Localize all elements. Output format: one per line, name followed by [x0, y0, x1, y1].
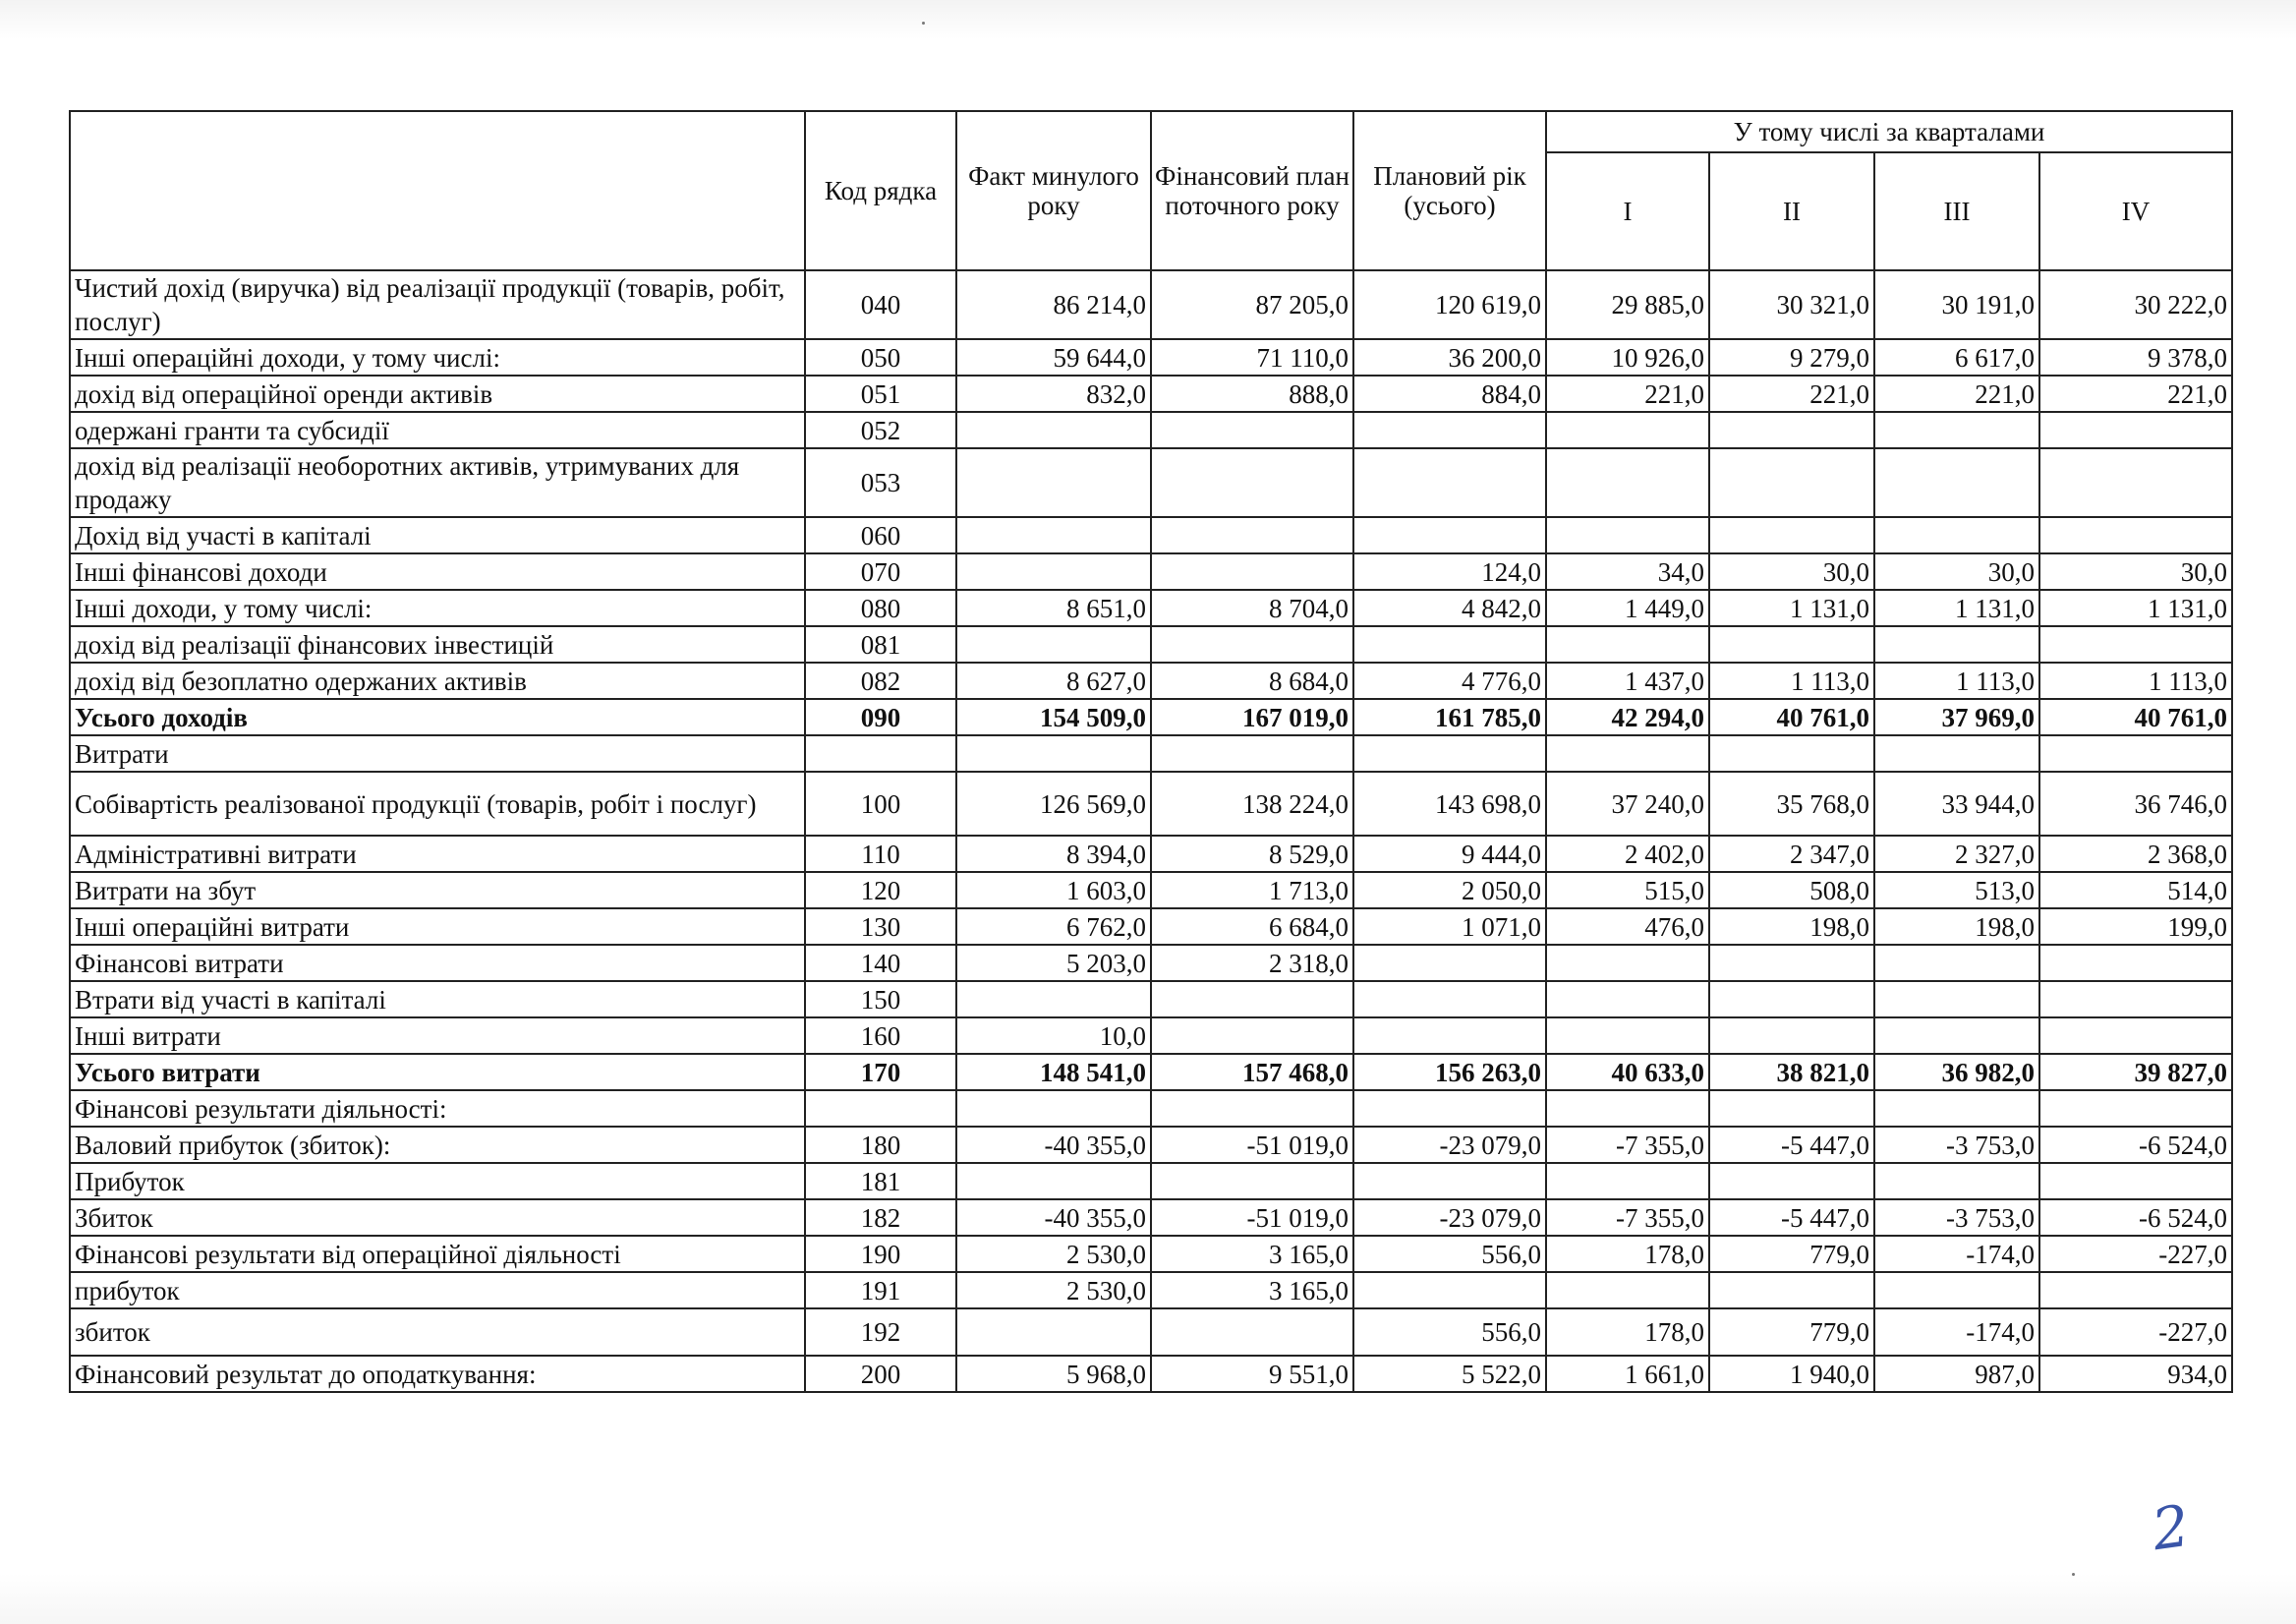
- row-name-cell: Збиток: [70, 1199, 805, 1236]
- value-cell-q2: [1709, 448, 1874, 517]
- value-cell-year: 4 776,0: [1353, 663, 1546, 699]
- value-cell-year: [1353, 517, 1546, 553]
- value-cell-plan: 87 205,0: [1151, 270, 1353, 339]
- header-quarter-1: I: [1546, 152, 1709, 270]
- value-cell-plan: 888,0: [1151, 376, 1353, 412]
- financial-plan-table: [69, 110, 2233, 1393]
- value-cell-q4: 1 113,0: [2039, 663, 2232, 699]
- header-code: Код рядка: [805, 111, 956, 270]
- value-cell-q1: [1546, 1090, 1709, 1127]
- value-cell-q1: 29 885,0: [1546, 270, 1709, 339]
- row-name-cell: Інші фінансові доходи: [70, 553, 805, 590]
- value-cell-q4: 30 222,0: [2039, 270, 2232, 339]
- value-cell-q2: 38 821,0: [1709, 1054, 1874, 1090]
- row-name-cell: Дохід від участі в капіталі: [70, 517, 805, 553]
- value-cell-q1: 1 661,0: [1546, 1356, 1709, 1392]
- header-item-name: [70, 111, 805, 270]
- value-cell-q2: 198,0: [1709, 908, 1874, 945]
- table-row: [70, 270, 2232, 339]
- value-cell-q4: [2039, 1272, 2232, 1308]
- row-name-cell: Інші доходи, у тому числі:: [70, 590, 805, 626]
- value-cell-year: 161 785,0: [1353, 699, 1546, 735]
- value-cell-year: 120 619,0: [1353, 270, 1546, 339]
- table-row: [70, 1090, 2232, 1127]
- value-cell-q2: 779,0: [1709, 1236, 1874, 1272]
- value-cell-q2: [1709, 1272, 1874, 1308]
- value-cell-year: -23 079,0: [1353, 1127, 1546, 1163]
- value-cell-q4: -6 524,0: [2039, 1127, 2232, 1163]
- value-cell-fact: 154 509,0: [956, 699, 1151, 735]
- value-cell-fact: 1 603,0: [956, 872, 1151, 908]
- value-cell-q3: -3 753,0: [1874, 1127, 2039, 1163]
- value-cell-q3: 987,0: [1874, 1356, 2039, 1392]
- value-cell-q1: -7 355,0: [1546, 1199, 1709, 1236]
- value-cell-q3: [1874, 1017, 2039, 1054]
- table-body: [70, 270, 2232, 1392]
- value-cell-q3: -174,0: [1874, 1236, 2039, 1272]
- value-cell-plan: -51 019,0: [1151, 1127, 1353, 1163]
- row-name-cell: Фінансові результати діяльності:: [70, 1090, 805, 1127]
- value-cell-q2: 779,0: [1709, 1308, 1874, 1356]
- value-cell-plan: 1 713,0: [1151, 872, 1353, 908]
- value-cell-q3: [1874, 1163, 2039, 1199]
- value-cell-q3: [1874, 945, 2039, 981]
- row-code-cell: 192: [805, 1308, 956, 1356]
- value-cell-fact: 126 569,0: [956, 772, 1151, 836]
- table-row: [70, 836, 2232, 872]
- value-cell-q4: 9 378,0: [2039, 339, 2232, 376]
- value-cell-q1: 515,0: [1546, 872, 1709, 908]
- row-name-cell: Фінансові результати від операційної діяльності: [70, 1236, 805, 1272]
- value-cell-q2: [1709, 981, 1874, 1017]
- value-cell-q3: 6 617,0: [1874, 339, 2039, 376]
- row-code-cell: 190: [805, 1236, 956, 1272]
- value-cell-q4: [2039, 1163, 2232, 1199]
- value-cell-q2: 30,0: [1709, 553, 1874, 590]
- row-name-cell: Інші операційні доходи, у тому числі:: [70, 339, 805, 376]
- scan-speck: [922, 22, 925, 25]
- value-cell-year: [1353, 626, 1546, 663]
- table-row: [70, 663, 2232, 699]
- value-cell-q2: [1709, 517, 1874, 553]
- table-row: [70, 626, 2232, 663]
- row-code-cell: 180: [805, 1127, 956, 1163]
- value-cell-plan: [1151, 1308, 1353, 1356]
- value-cell-q3: 37 969,0: [1874, 699, 2039, 735]
- row-name-cell: одержані гранти та субсидії: [70, 412, 805, 448]
- value-cell-fact: [956, 626, 1151, 663]
- row-name-cell: Собівартість реалізованої продукції (товарів, робіт і послуг): [70, 772, 805, 836]
- table-row: [70, 448, 2232, 517]
- value-cell-q1: 2 402,0: [1546, 836, 1709, 872]
- value-cell-q1: [1546, 945, 1709, 981]
- table-row: [70, 699, 2232, 735]
- value-cell-q3: [1874, 1090, 2039, 1127]
- value-cell-q3: [1874, 735, 2039, 772]
- value-cell-q1: 37 240,0: [1546, 772, 1709, 836]
- value-cell-q3: 33 944,0: [1874, 772, 2039, 836]
- row-code-cell: 070: [805, 553, 956, 590]
- value-cell-q1: 40 633,0: [1546, 1054, 1709, 1090]
- value-cell-plan: [1151, 735, 1353, 772]
- value-cell-year: 143 698,0: [1353, 772, 1546, 836]
- value-cell-q4: [2039, 981, 2232, 1017]
- value-cell-year: 36 200,0: [1353, 339, 1546, 376]
- table-row: [70, 1199, 2232, 1236]
- value-cell-q1: [1546, 626, 1709, 663]
- row-code-cell: 150: [805, 981, 956, 1017]
- value-cell-year: 124,0: [1353, 553, 1546, 590]
- value-cell-q1: [1546, 1163, 1709, 1199]
- row-name-cell: Інші витрати: [70, 1017, 805, 1054]
- value-cell-q3: -174,0: [1874, 1308, 2039, 1356]
- value-cell-q4: [2039, 945, 2232, 981]
- value-cell-q2: [1709, 1163, 1874, 1199]
- value-cell-plan: 157 468,0: [1151, 1054, 1353, 1090]
- table-row: [70, 872, 2232, 908]
- value-cell-q4: [2039, 448, 2232, 517]
- value-cell-fact: 8 394,0: [956, 836, 1151, 872]
- value-cell-q4: -227,0: [2039, 1308, 2232, 1356]
- value-cell-plan: 2 318,0: [1151, 945, 1353, 981]
- value-cell-q2: [1709, 626, 1874, 663]
- header-planned-year: Плановий рік (усього): [1353, 111, 1546, 270]
- row-code-cell: 120: [805, 872, 956, 908]
- row-code-cell: 140: [805, 945, 956, 981]
- value-cell-q3: 513,0: [1874, 872, 2039, 908]
- value-cell-year: [1353, 448, 1546, 517]
- row-code-cell: 050: [805, 339, 956, 376]
- value-cell-fact: [956, 981, 1151, 1017]
- table-row: [70, 590, 2232, 626]
- value-cell-plan: 71 110,0: [1151, 339, 1353, 376]
- value-cell-fact: 5 968,0: [956, 1356, 1151, 1392]
- value-cell-year: 556,0: [1353, 1236, 1546, 1272]
- value-cell-fact: 5 203,0: [956, 945, 1151, 981]
- value-cell-year: 9 444,0: [1353, 836, 1546, 872]
- table-row: [70, 1163, 2232, 1199]
- row-name-cell: прибуток: [70, 1272, 805, 1308]
- row-code-cell: 053: [805, 448, 956, 517]
- value-cell-q3: 198,0: [1874, 908, 2039, 945]
- row-name-cell: дохід від реалізації фінансових інвестицій: [70, 626, 805, 663]
- value-cell-q4: 2 368,0: [2039, 836, 2232, 872]
- value-cell-plan: [1151, 517, 1353, 553]
- value-cell-q2: 221,0: [1709, 376, 1874, 412]
- value-cell-q1: 1 449,0: [1546, 590, 1709, 626]
- value-cell-plan: 138 224,0: [1151, 772, 1353, 836]
- row-name-cell: дохід від реалізації необоротних активів, утримуваних для продажу: [70, 448, 805, 517]
- value-cell-q1: [1546, 412, 1709, 448]
- row-code-cell: 081: [805, 626, 956, 663]
- header-quarter-4: IV: [2039, 152, 2232, 270]
- value-cell-fact: 2 530,0: [956, 1236, 1151, 1272]
- row-code-cell: 090: [805, 699, 956, 735]
- value-cell-q3: [1874, 517, 2039, 553]
- value-cell-plan: [1151, 553, 1353, 590]
- value-cell-fact: -40 355,0: [956, 1199, 1151, 1236]
- value-cell-fact: [956, 1308, 1151, 1356]
- table-row: [70, 1308, 2232, 1356]
- row-code-cell: 160: [805, 1017, 956, 1054]
- value-cell-fact: [956, 1090, 1151, 1127]
- table-row: [70, 1127, 2232, 1163]
- value-cell-q2: [1709, 735, 1874, 772]
- table-row: [70, 1272, 2232, 1308]
- value-cell-plan: -51 019,0: [1151, 1199, 1353, 1236]
- value-cell-q3: 2 327,0: [1874, 836, 2039, 872]
- value-cell-q4: [2039, 412, 2232, 448]
- value-cell-q3: [1874, 412, 2039, 448]
- value-cell-year: [1353, 1090, 1546, 1127]
- table-row: [70, 412, 2232, 448]
- value-cell-fact: 2 530,0: [956, 1272, 1151, 1308]
- table-row: [70, 1054, 2232, 1090]
- header-quarter-2: II: [1709, 152, 1874, 270]
- value-cell-year: [1353, 1272, 1546, 1308]
- value-cell-q2: 1 940,0: [1709, 1356, 1874, 1392]
- value-cell-plan: 8 704,0: [1151, 590, 1353, 626]
- value-cell-q3: 1 113,0: [1874, 663, 2039, 699]
- value-cell-fact: [956, 517, 1151, 553]
- value-cell-q1: 42 294,0: [1546, 699, 1709, 735]
- value-cell-fact: 8 651,0: [956, 590, 1151, 626]
- value-cell-year: [1353, 1163, 1546, 1199]
- value-cell-q2: [1709, 1017, 1874, 1054]
- value-cell-q1: 34,0: [1546, 553, 1709, 590]
- table-row: [70, 517, 2232, 553]
- value-cell-year: 5 522,0: [1353, 1356, 1546, 1392]
- header-quarters-group: У тому числі за кварталами: [1546, 111, 2232, 152]
- row-code-cell: 130: [805, 908, 956, 945]
- value-cell-q4: 199,0: [2039, 908, 2232, 945]
- row-code-cell: 200: [805, 1356, 956, 1392]
- row-code-cell: 191: [805, 1272, 956, 1308]
- row-code-cell: 110: [805, 836, 956, 872]
- value-cell-year: [1353, 945, 1546, 981]
- value-cell-fact: [956, 553, 1151, 590]
- value-cell-q2: 30 321,0: [1709, 270, 1874, 339]
- value-cell-plan: 8 529,0: [1151, 836, 1353, 872]
- value-cell-q3: [1874, 626, 2039, 663]
- value-cell-plan: 8 684,0: [1151, 663, 1353, 699]
- row-code-cell: 040: [805, 270, 956, 339]
- value-cell-q2: [1709, 945, 1874, 981]
- value-cell-q2: 35 768,0: [1709, 772, 1874, 836]
- row-name-cell: Витрати на збут: [70, 872, 805, 908]
- value-cell-q1: [1546, 448, 1709, 517]
- value-cell-q1: 178,0: [1546, 1236, 1709, 1272]
- value-cell-q2: [1709, 412, 1874, 448]
- value-cell-plan: 6 684,0: [1151, 908, 1353, 945]
- value-cell-q4: 934,0: [2039, 1356, 2232, 1392]
- scan-speck: [2072, 1573, 2075, 1576]
- value-cell-q2: -5 447,0: [1709, 1199, 1874, 1236]
- row-name-cell: Валовий прибуток (збиток):: [70, 1127, 805, 1163]
- value-cell-q1: -7 355,0: [1546, 1127, 1709, 1163]
- value-cell-plan: [1151, 412, 1353, 448]
- value-cell-year: -23 079,0: [1353, 1199, 1546, 1236]
- table-row: [70, 1017, 2232, 1054]
- value-cell-year: [1353, 1017, 1546, 1054]
- row-name-cell: Прибуток: [70, 1163, 805, 1199]
- value-cell-q4: 514,0: [2039, 872, 2232, 908]
- value-cell-plan: [1151, 981, 1353, 1017]
- value-cell-plan: 9 551,0: [1151, 1356, 1353, 1392]
- value-cell-q3: [1874, 981, 2039, 1017]
- value-cell-q4: 40 761,0: [2039, 699, 2232, 735]
- row-code-cell: 060: [805, 517, 956, 553]
- table-row: [70, 735, 2232, 772]
- value-cell-q3: 221,0: [1874, 376, 2039, 412]
- value-cell-q1: [1546, 1272, 1709, 1308]
- row-code-cell: 052: [805, 412, 956, 448]
- value-cell-q3: [1874, 448, 2039, 517]
- value-cell-year: 1 071,0: [1353, 908, 1546, 945]
- value-cell-plan: [1151, 626, 1353, 663]
- value-cell-q2: 40 761,0: [1709, 699, 1874, 735]
- value-cell-year: 2 050,0: [1353, 872, 1546, 908]
- row-name-cell: Адміністративні витрати: [70, 836, 805, 872]
- header-quarter-3: III: [1874, 152, 2039, 270]
- value-cell-q1: 221,0: [1546, 376, 1709, 412]
- value-cell-fact: 86 214,0: [956, 270, 1151, 339]
- value-cell-plan: 167 019,0: [1151, 699, 1353, 735]
- value-cell-q1: [1546, 981, 1709, 1017]
- row-name-cell: Втрати від участі в капіталі: [70, 981, 805, 1017]
- table-row: [70, 376, 2232, 412]
- row-name-cell: Чистий дохід (виручка) від реалізації продукції (товарів, робіт, послуг): [70, 270, 805, 339]
- row-name-cell: Фінансові витрати: [70, 945, 805, 981]
- value-cell-fact: 832,0: [956, 376, 1151, 412]
- value-cell-q2: 1 131,0: [1709, 590, 1874, 626]
- row-name-cell: Витрати: [70, 735, 805, 772]
- value-cell-q4: [2039, 1017, 2232, 1054]
- row-code-cell: 082: [805, 663, 956, 699]
- row-code-cell: 051: [805, 376, 956, 412]
- value-cell-plan: [1151, 1090, 1353, 1127]
- row-name-cell: Фінансовий результат до оподаткування:: [70, 1356, 805, 1392]
- value-cell-q2: 508,0: [1709, 872, 1874, 908]
- value-cell-fact: 59 644,0: [956, 339, 1151, 376]
- value-cell-plan: [1151, 448, 1353, 517]
- row-code-cell: 100: [805, 772, 956, 836]
- value-cell-q4: 39 827,0: [2039, 1054, 2232, 1090]
- value-cell-plan: [1151, 1017, 1353, 1054]
- row-name-cell: збиток: [70, 1308, 805, 1356]
- value-cell-q2: -5 447,0: [1709, 1127, 1874, 1163]
- row-code-cell: 181: [805, 1163, 956, 1199]
- value-cell-q2: 1 113,0: [1709, 663, 1874, 699]
- table-row: [70, 772, 2232, 836]
- value-cell-q2: 2 347,0: [1709, 836, 1874, 872]
- value-cell-q1: 178,0: [1546, 1308, 1709, 1356]
- value-cell-q3: 30 191,0: [1874, 270, 2039, 339]
- value-cell-q2: [1709, 1090, 1874, 1127]
- value-cell-q3: 1 131,0: [1874, 590, 2039, 626]
- value-cell-fact: [956, 448, 1151, 517]
- row-code-cell: [805, 735, 956, 772]
- value-cell-fact: [956, 412, 1151, 448]
- table-row: [70, 981, 2232, 1017]
- value-cell-fact: 148 541,0: [956, 1054, 1151, 1090]
- table-row: [70, 908, 2232, 945]
- value-cell-year: 884,0: [1353, 376, 1546, 412]
- value-cell-fact: 10,0: [956, 1017, 1151, 1054]
- table-row: [70, 1236, 2232, 1272]
- header-plan-current-year: Фінансовий план поточного року: [1151, 111, 1353, 270]
- value-cell-year: 156 263,0: [1353, 1054, 1546, 1090]
- table-row: [70, 553, 2232, 590]
- value-cell-q1: [1546, 1017, 1709, 1054]
- value-cell-q4: [2039, 735, 2232, 772]
- value-cell-q1: [1546, 735, 1709, 772]
- value-cell-plan: 3 165,0: [1151, 1272, 1353, 1308]
- value-cell-year: 4 842,0: [1353, 590, 1546, 626]
- handwritten-page-number: 2: [2148, 1491, 2194, 1564]
- value-cell-q1: [1546, 517, 1709, 553]
- value-cell-fact: -40 355,0: [956, 1127, 1151, 1163]
- value-cell-q4: 30,0: [2039, 553, 2232, 590]
- value-cell-q3: -3 753,0: [1874, 1199, 2039, 1236]
- value-cell-fact: [956, 1163, 1151, 1199]
- row-code-cell: 182: [805, 1199, 956, 1236]
- value-cell-q4: [2039, 626, 2232, 663]
- table-row: [70, 1356, 2232, 1392]
- row-code-cell: 170: [805, 1054, 956, 1090]
- value-cell-q4: 221,0: [2039, 376, 2232, 412]
- value-cell-q3: [1874, 1272, 2039, 1308]
- row-name-cell: Інші операційні витрати: [70, 908, 805, 945]
- table-row: [70, 945, 2232, 981]
- row-name-cell: Усього витрати: [70, 1054, 805, 1090]
- value-cell-q1: 476,0: [1546, 908, 1709, 945]
- value-cell-year: [1353, 412, 1546, 448]
- value-cell-year: 556,0: [1353, 1308, 1546, 1356]
- value-cell-plan: 3 165,0: [1151, 1236, 1353, 1272]
- table-header: [70, 111, 2232, 270]
- value-cell-q3: 30,0: [1874, 553, 2039, 590]
- row-code-cell: [805, 1090, 956, 1127]
- value-cell-q3: 36 982,0: [1874, 1054, 2039, 1090]
- value-cell-q4: 36 746,0: [2039, 772, 2232, 836]
- value-cell-q4: -6 524,0: [2039, 1199, 2232, 1236]
- row-name-cell: дохід від операційної оренди активів: [70, 376, 805, 412]
- value-cell-q4: [2039, 517, 2232, 553]
- header-fact-last-year: Факт минулого року: [956, 111, 1151, 270]
- row-name-cell: дохід від безоплатно одержаних активів: [70, 663, 805, 699]
- row-code-cell: 080: [805, 590, 956, 626]
- table-row: [70, 339, 2232, 376]
- value-cell-q2: 9 279,0: [1709, 339, 1874, 376]
- value-cell-year: [1353, 735, 1546, 772]
- value-cell-fact: 8 627,0: [956, 663, 1151, 699]
- value-cell-q1: 10 926,0: [1546, 339, 1709, 376]
- value-cell-plan: [1151, 1163, 1353, 1199]
- value-cell-q4: -227,0: [2039, 1236, 2232, 1272]
- value-cell-q1: 1 437,0: [1546, 663, 1709, 699]
- value-cell-year: [1353, 981, 1546, 1017]
- value-cell-q4: 1 131,0: [2039, 590, 2232, 626]
- row-name-cell: Усього доходів: [70, 699, 805, 735]
- value-cell-fact: [956, 735, 1151, 772]
- value-cell-q4: [2039, 1090, 2232, 1127]
- value-cell-fact: 6 762,0: [956, 908, 1151, 945]
